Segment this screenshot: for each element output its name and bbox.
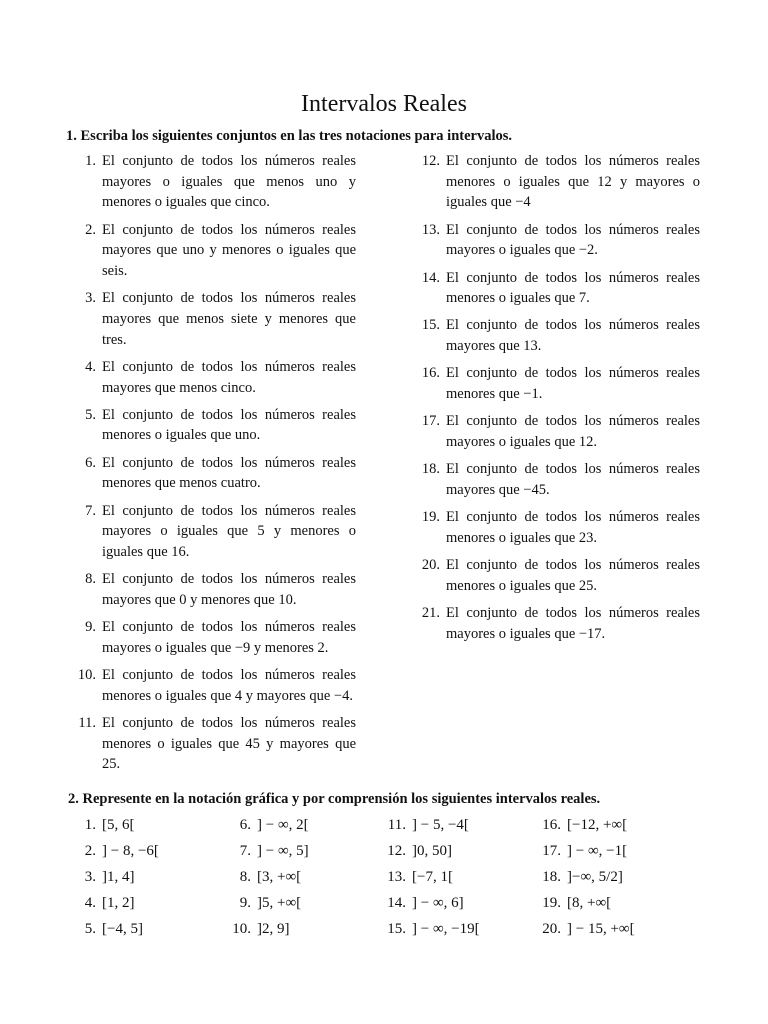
- interval-value: ] − ∞, 2[: [257, 817, 309, 833]
- interval-item: [380, 838, 535, 864]
- list-item: [414, 220, 714, 261]
- item-number: 4.: [85, 358, 96, 375]
- interval-number: 18.: [542, 869, 561, 885]
- item-text: El conjunto de todos los números reales mayores que 13.: [446, 317, 700, 355]
- item-number: 20.: [421, 556, 440, 573]
- item-text: El conjunto de todos los números reales menores o iguales que 23.: [446, 509, 700, 546]
- list-item: [70, 453, 370, 494]
- list-item: [414, 315, 714, 356]
- list-item: [70, 665, 370, 706]
- interval-item: [225, 812, 380, 838]
- exercise-column-right: [414, 151, 714, 651]
- interval-item: [225, 916, 380, 942]
- list-item: [70, 357, 370, 398]
- list-item: [70, 288, 370, 350]
- interval-item: [535, 916, 690, 942]
- interval-item: [535, 812, 690, 838]
- interval-value: [3, +∞[: [257, 869, 302, 885]
- item-text: El conjunto de todos los números reales menores que menos cuatro.: [102, 454, 356, 492]
- interval-value: [8, +∞[: [567, 895, 612, 911]
- interval-number: 17.: [542, 843, 561, 859]
- interval-value: ]5, +∞[: [257, 895, 302, 911]
- interval-number: 19.: [542, 895, 561, 911]
- item-number: 14.: [421, 269, 440, 286]
- item-text: El conjunto de todos los números reales mayores o iguales que −2.: [446, 221, 700, 259]
- section-2-heading: 2. Represente en la notación gráfica y por comprensión los siguientes intervalos reales.: [68, 791, 601, 807]
- item-number: 9.: [85, 619, 96, 636]
- item-number: 17.: [421, 413, 440, 430]
- item-number: 1.: [85, 153, 96, 169]
- interval-number: 4.: [84, 895, 96, 911]
- interval-number: 5.: [84, 921, 96, 937]
- section-1-heading: 1. Escriba los siguientes conjuntos en las tres notaciones para intervalos.: [66, 128, 513, 144]
- interval-number: 8.: [239, 869, 251, 885]
- item-text: El conjunto de todos los números reales mayores o iguales que menos uno y menores o iguales que cinco.: [102, 153, 356, 211]
- item-text: El conjunto de todos los números reales menores o iguales que 25.: [446, 556, 700, 594]
- interval-item: [535, 864, 690, 890]
- interval-item: [70, 838, 225, 864]
- item-number: 18.: [421, 461, 440, 478]
- item-text: El conjunto de todos los números reales mayores que uno y menores o iguales que seis.: [102, 221, 356, 280]
- item-text: El conjunto de todos los números reales menores o iguales que 4 y mayores que −4.: [102, 666, 356, 704]
- item-text: El conjunto de todos los números reales mayores o iguales que −9 y menores 2.: [102, 619, 356, 656]
- item-number: 3.: [85, 290, 96, 307]
- item-number: 10.: [77, 666, 96, 683]
- interval-number: 12.: [387, 843, 406, 859]
- interval-item: [380, 916, 535, 942]
- item-number: 7.: [85, 502, 96, 519]
- interval-item: [70, 864, 225, 890]
- item-number: 16.: [421, 365, 440, 382]
- interval-item: [535, 838, 690, 864]
- item-number: 8.: [85, 571, 96, 588]
- interval-value: ] − ∞, 6]: [412, 895, 464, 911]
- item-number: 11.: [78, 714, 96, 731]
- interval-item: [70, 890, 225, 916]
- list-item: [414, 555, 714, 596]
- item-number: 19.: [421, 509, 440, 526]
- list-item: [414, 411, 714, 452]
- interval-number: 11.: [387, 817, 406, 833]
- list-item: [70, 405, 370, 446]
- interval-value: [5, 6[: [102, 817, 135, 833]
- interval-number: 3.: [84, 869, 96, 885]
- interval-item: [225, 838, 380, 864]
- item-text: El conjunto de todos los números reales menores o iguales que 45 y mayores que 25.: [102, 714, 356, 773]
- list-item: [70, 151, 370, 213]
- interval-value: ] − ∞, −1[: [567, 843, 628, 859]
- item-text: El conjunto de todos los números reales menores o iguales que 7.: [446, 269, 700, 307]
- interval-item: [380, 812, 535, 838]
- exercise-column-left: [70, 151, 370, 781]
- item-number: 15.: [421, 317, 440, 334]
- item-number: 5.: [85, 406, 96, 423]
- interval-value: [−7, 1[: [412, 869, 453, 885]
- item-text: El conjunto de todos los números reales mayores que 0 y menores que 10.: [102, 571, 356, 608]
- interval-value: ] − 15, +∞[: [567, 921, 635, 937]
- list-item: [414, 603, 714, 644]
- item-text: El conjunto de todos los números reales mayores que menos cinco.: [102, 358, 356, 396]
- list-item: [414, 151, 714, 213]
- interval-value: ]0, 50]: [412, 843, 452, 859]
- interval-value: ]2, 9]: [257, 921, 290, 937]
- list-item: [70, 713, 370, 775]
- interval-grid: [70, 812, 690, 942]
- interval-value: ] − 5, −4[: [412, 817, 469, 833]
- interval-number: 1.: [84, 817, 96, 833]
- interval-value: ] − 8, −6[: [102, 843, 159, 859]
- interval-number: 7.: [239, 843, 251, 859]
- item-number: 13.: [421, 221, 440, 238]
- item-number: 6.: [85, 454, 96, 471]
- interval-item: [380, 864, 535, 890]
- interval-value: [−4, 5]: [102, 921, 143, 937]
- interval-value: ] − ∞, −19[: [412, 921, 480, 937]
- list-item: [70, 220, 370, 282]
- item-number: 2.: [85, 221, 96, 238]
- item-text: El conjunto de todos los números reales mayores que menos siete y menores que tres.: [102, 290, 356, 348]
- list-item: [414, 363, 714, 404]
- interval-number: 16.: [542, 817, 561, 833]
- item-number: 21.: [421, 604, 440, 621]
- item-text: El conjunto de todos los números reales mayores o iguales que 12.: [446, 413, 700, 450]
- interval-number: 6.: [239, 817, 251, 833]
- interval-value: ] − ∞, 5]: [257, 843, 309, 859]
- list-item: [414, 459, 714, 500]
- interval-number: 10.: [232, 921, 251, 937]
- interval-number: 15.: [387, 921, 406, 937]
- interval-number: 14.: [387, 895, 406, 911]
- list-item: [70, 569, 370, 610]
- item-text: El conjunto de todos los números reales mayores o iguales que −17.: [446, 604, 700, 642]
- list-item: [70, 501, 370, 563]
- item-text: El conjunto de todos los números reales menores o iguales que 12 y mayores o iguales que −4: [446, 153, 700, 211]
- interval-value: ]1, 4]: [102, 869, 135, 885]
- interval-number: 2.: [84, 843, 96, 859]
- list-item: [414, 268, 714, 309]
- interval-number: 9.: [239, 895, 251, 911]
- page-title: Intervalos Reales: [301, 91, 467, 117]
- interval-value: [1, 2]: [102, 895, 135, 911]
- interval-item: [535, 890, 690, 916]
- item-text: El conjunto de todos los números reales menores que −1.: [446, 365, 700, 403]
- interval-value: [−12, +∞[: [567, 817, 628, 833]
- list-item: [70, 617, 370, 658]
- item-text: El conjunto de todos los números reales mayores que −45.: [446, 461, 700, 498]
- item-number: 12.: [421, 153, 440, 169]
- interval-value: ]−∞, 5/2]: [567, 869, 623, 885]
- interval-item: [380, 890, 535, 916]
- interval-number: 13.: [387, 869, 406, 885]
- item-text: El conjunto de todos los números reales mayores o iguales que 5 y menores o iguales que 16.: [102, 502, 356, 560]
- list-item: [414, 507, 714, 548]
- interval-item: [70, 916, 225, 942]
- interval-item: [225, 864, 380, 890]
- item-text: El conjunto de todos los números reales menores o iguales que uno.: [102, 406, 356, 444]
- interval-item: [225, 890, 380, 916]
- interval-number: 20.: [542, 921, 561, 937]
- interval-item: [70, 812, 225, 838]
